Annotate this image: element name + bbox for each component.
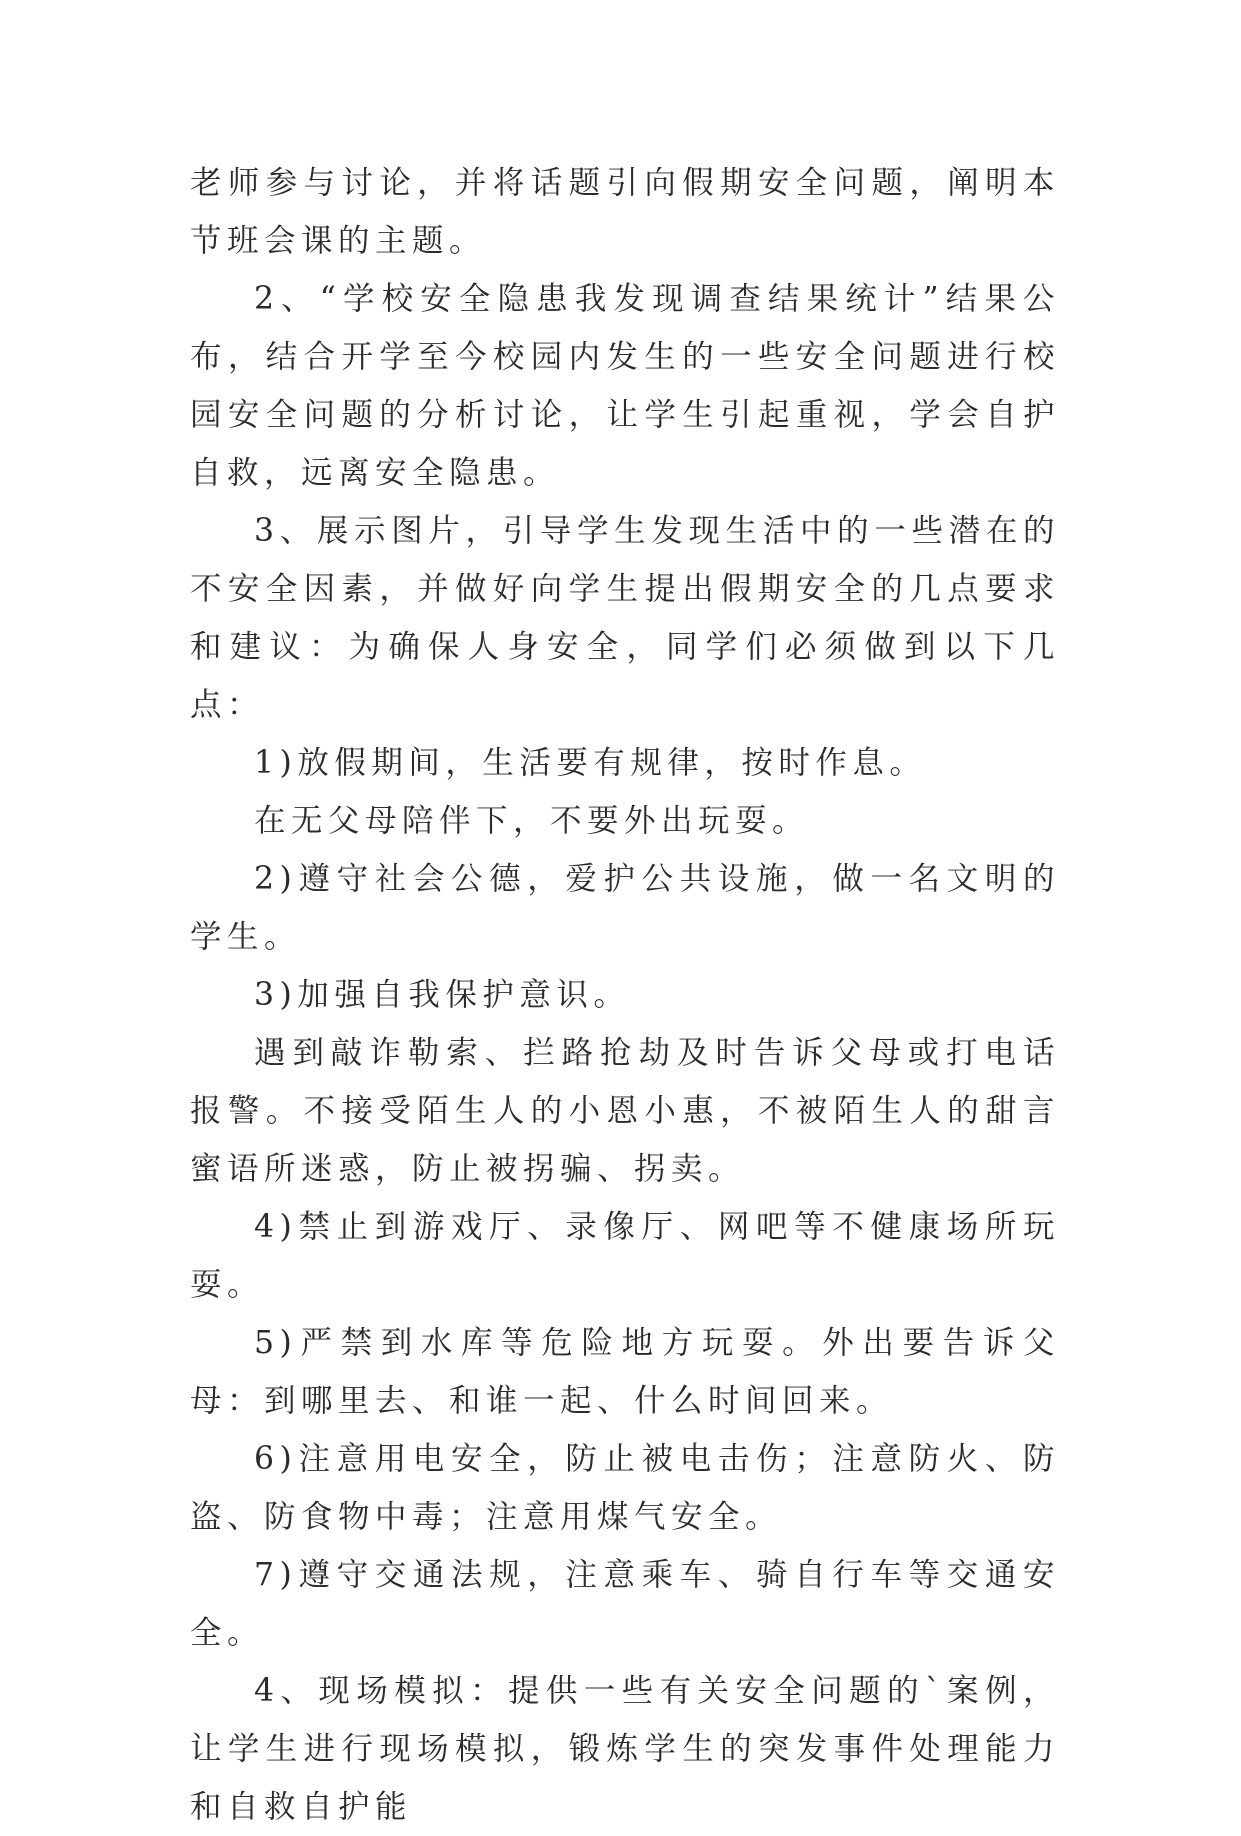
paragraph-1: 老师参与讨论，并将话题引向假期安全问题，阐明本节班会课的主题。 [190,165,1060,259]
list-item-5: 5)严禁到水库等危险地方玩耍。外出要告诉父母：到哪里去、和谁一起、什么时间回来。 [190,1325,1060,1419]
paragraph-2: 2、“学校安全隐患我发现调查结果统计”结果公布，结合开学至今校园内发生的一些安全问题进行校园安全问题的分析讨论，让学生引起重视，学会自护自救，远离安全隐患。 [190,281,1060,491]
list-item-7: 7)遵守交通法规，注意乘车、骑自行车等交通安全。 [190,1557,1060,1651]
list-item-3: 3)加强自我保护意识。 [254,977,631,1013]
list-item-1-detail: 在无父母陪伴下，不要外出玩耍。 [254,803,810,839]
list-item-6: 6)注意用电安全，防止被电击伤；注意防火、防盗、防食物中毒；注意用煤气安全。 [190,1441,1060,1535]
document-body [190,154,1060,1836]
paragraph-4: 4、现场模拟：提供一些有关安全问题的`案例，让学生进行现场模拟，锻炼学生的突发事件处理能力和自救自护能 [190,1673,1060,1825]
list-item-1: 1)放假期间，生活要有规律，按时作息。 [254,745,927,781]
list-item-4: 4)禁止到游戏厅、录像厅、网吧等不健康场所玩耍。 [190,1209,1060,1303]
paragraph-3: 3、展示图片，引导学生发现生活中的一些潜在的不安全因素，并做好向学生提出假期安全的几点要求和建议：为确保人身安全，同学们必须做到以下几点： [190,513,1060,723]
list-item-2: 2)遵守社会公德，爱护公共设施，做一名文明的学生。 [190,861,1060,955]
list-item-3-detail: 遇到敲诈勒索、拦路抢劫及时告诉父母或打电话报警。不接受陌生人的小恩小惠，不被陌生人的甜言蜜语所迷惑，防止被拐骗、拐卖。 [190,1035,1060,1187]
